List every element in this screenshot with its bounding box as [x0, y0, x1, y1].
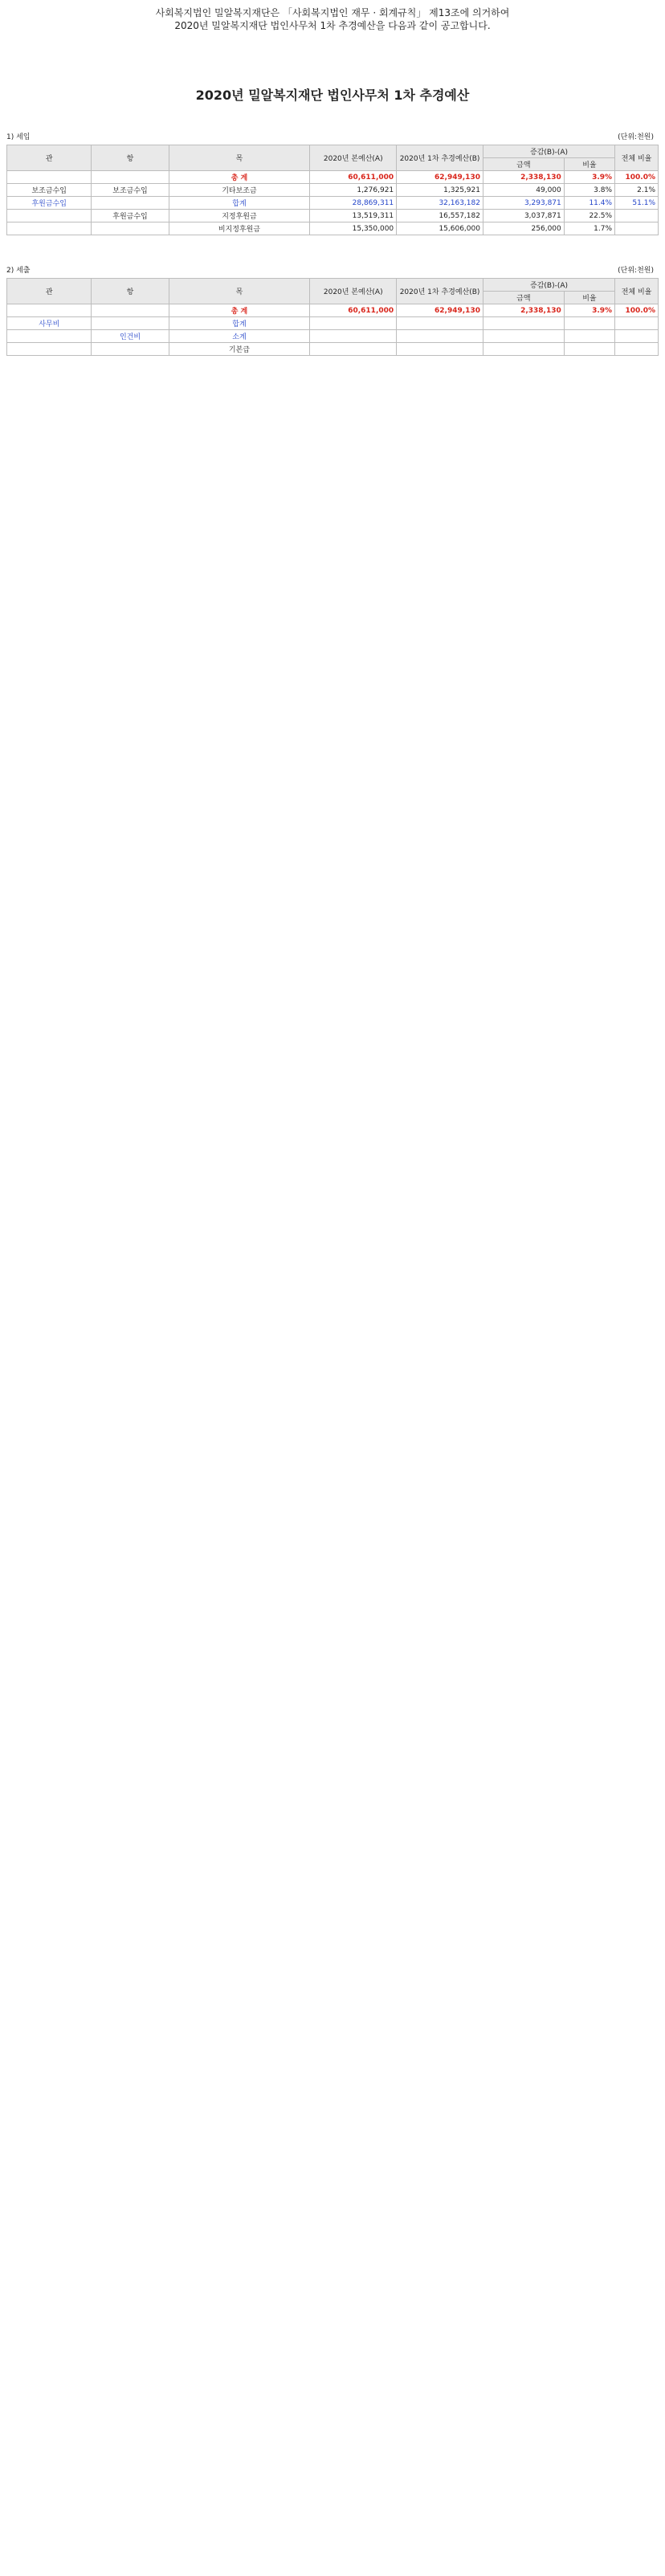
col-diff: 증감(B)-(A)	[483, 279, 614, 292]
cell-hang	[92, 317, 169, 330]
cell-mok: 기타보조금	[169, 184, 310, 197]
cell-supp	[397, 317, 483, 330]
cell-gwan	[7, 343, 92, 356]
cell-gwan	[7, 222, 92, 235]
cell-hang	[92, 222, 169, 235]
col-rate: 비율	[564, 292, 614, 304]
cell-hang	[92, 304, 169, 317]
cell-orig: 60,611,000	[310, 304, 397, 317]
cell-supp: 16,557,182	[397, 210, 483, 222]
cell-supp: 15,606,000	[397, 222, 483, 235]
cell-mok: 소계	[169, 330, 310, 343]
cell-supp: 32,163,182	[397, 197, 483, 210]
col-mok: 목	[169, 279, 310, 304]
cell-gwan: 사무비	[7, 317, 92, 330]
table-row	[7, 317, 659, 330]
col-gwan: 관	[7, 145, 92, 171]
cell-share	[615, 317, 659, 330]
col-orig: 2020년 본예산(A)	[310, 279, 397, 304]
cell-mok: 합계	[169, 197, 310, 210]
expense-table	[6, 278, 659, 356]
cell-mok: 합계	[169, 317, 310, 330]
col-supp: 2020년 1차 추경예산(B)	[397, 279, 483, 304]
table-row	[7, 343, 659, 356]
notice	[0, 0, 665, 32]
cell-amount	[483, 330, 564, 343]
table-row	[7, 222, 659, 235]
cell-gwan	[7, 171, 92, 184]
notice-line: 사회복지법인 밀알복지재단은 「사회복지법인 재무 · 회계규칙」 제13조에 의거하여	[155, 7, 510, 18]
cell-gwan	[7, 210, 92, 222]
cell-orig: 60,611,000	[310, 171, 397, 184]
cell-share: 100.0%	[615, 304, 659, 317]
table-row	[7, 184, 659, 197]
unit-label: (단위:천원)	[618, 267, 654, 275]
cell-orig	[310, 343, 397, 356]
cell-supp	[397, 343, 483, 356]
cell-amount: 3,037,871	[483, 210, 564, 222]
cell-amount: 2,338,130	[483, 171, 564, 184]
cell-supp: 1,325,921	[397, 184, 483, 197]
table-row	[7, 210, 659, 222]
col-orig: 2020년 본예산(A)	[310, 145, 397, 171]
cell-rate: 3.9%	[564, 171, 614, 184]
cell-mok: 총 계	[169, 171, 310, 184]
cell-mok: 기본급	[169, 343, 310, 356]
unit-label: (단위:천원)	[618, 133, 654, 141]
cell-share: 2.1%	[615, 184, 659, 197]
notice-line: 2020년 밀알복지재단 법인사무처 1차 추경예산을 다음과 같이 공고합니다.	[174, 20, 491, 31]
cell-rate: 1.7%	[564, 222, 614, 235]
cell-share: 51.1%	[615, 197, 659, 210]
col-amount: 금액	[483, 158, 564, 171]
col-gwan: 관	[7, 279, 92, 304]
cell-mok: 비지정후원금	[169, 222, 310, 235]
cell-amount: 3,293,871	[483, 197, 564, 210]
cell-supp: 62,949,130	[397, 171, 483, 184]
cell-hang: 인건비	[92, 330, 169, 343]
income-section-header	[0, 131, 665, 141]
table-row	[7, 330, 659, 343]
cell-rate: 11.4%	[564, 197, 614, 210]
cell-gwan: 후원금수입	[7, 197, 92, 210]
col-amount: 금액	[483, 292, 564, 304]
cell-orig	[310, 330, 397, 343]
col-diff: 증감(B)-(A)	[483, 145, 614, 158]
cell-hang: 후원금수입	[92, 210, 169, 222]
cell-orig	[310, 317, 397, 330]
income-heading: 1) 세입	[6, 133, 31, 141]
expense-heading: 2) 세출	[6, 267, 31, 275]
cell-share	[615, 330, 659, 343]
col-supp: 2020년 1차 추경예산(B)	[397, 145, 483, 171]
cell-share	[615, 210, 659, 222]
cell-gwan	[7, 330, 92, 343]
cell-hang	[92, 197, 169, 210]
income-rows	[7, 171, 659, 235]
cell-rate	[564, 330, 614, 343]
col-hang: 항	[92, 279, 169, 304]
cell-rate: 3.9%	[564, 304, 614, 317]
cell-orig: 15,350,000	[310, 222, 397, 235]
cell-rate: 22.5%	[564, 210, 614, 222]
cell-amount	[483, 343, 564, 356]
col-rate: 비율	[564, 158, 614, 171]
cell-gwan: 보조금수입	[7, 184, 92, 197]
expense-rows	[7, 304, 659, 356]
cell-share: 100.0%	[615, 171, 659, 184]
cell-orig: 28,869,311	[310, 197, 397, 210]
cell-orig: 13,519,311	[310, 210, 397, 222]
expense-section-header	[0, 264, 665, 275]
col-share: 전체 비율	[615, 145, 659, 171]
cell-share	[615, 343, 659, 356]
cell-rate	[564, 343, 614, 356]
cell-hang	[92, 343, 169, 356]
cell-orig: 1,276,921	[310, 184, 397, 197]
cell-rate	[564, 317, 614, 330]
cell-amount: 49,000	[483, 184, 564, 197]
col-hang: 항	[92, 145, 169, 171]
cell-amount: 2,338,130	[483, 304, 564, 317]
document-title: 2020년 밀알복지재단 법인사무처 1차 추경예산	[195, 88, 470, 103]
cell-supp	[397, 330, 483, 343]
cell-mok: 총 계	[169, 304, 310, 317]
income-table	[6, 145, 659, 235]
cell-rate: 3.8%	[564, 184, 614, 197]
table-row	[7, 171, 659, 184]
cell-gwan	[7, 304, 92, 317]
table-row	[7, 197, 659, 210]
cell-supp: 62,949,130	[397, 304, 483, 317]
cell-hang: 보조금수입	[92, 184, 169, 197]
col-share: 전체 비율	[615, 279, 659, 304]
cell-mok: 지정후원금	[169, 210, 310, 222]
cell-share	[615, 222, 659, 235]
cell-amount: 256,000	[483, 222, 564, 235]
cell-hang	[92, 171, 169, 184]
col-mok: 목	[169, 145, 310, 171]
table-row	[7, 304, 659, 317]
cell-amount	[483, 317, 564, 330]
